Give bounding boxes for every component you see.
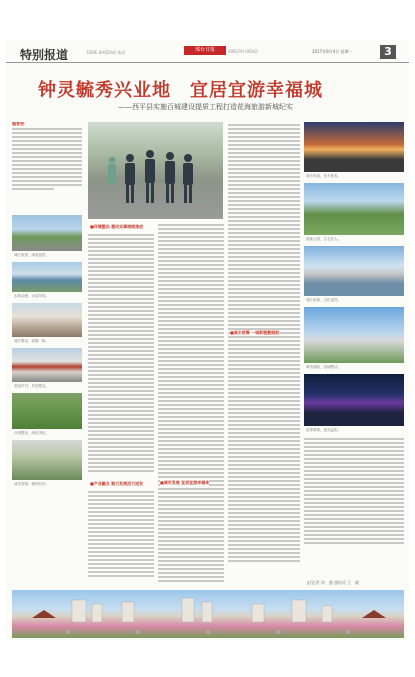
author-credit: 文/记者 刘 通 通讯员 王 毅: [306, 580, 360, 585]
people-figures-icon: [88, 122, 223, 219]
subhead: ■产业融合 聚力发展活力迸发: [90, 481, 144, 486]
section-subtitle: TEBIE BAODAO 新闻: [86, 50, 126, 55]
photo-houses: [12, 348, 82, 382]
masthead-logo: 邢台日报: [184, 46, 226, 55]
newspaper-page: [6, 40, 409, 640]
issue-date: 2017年9月4日 星期一: [312, 49, 353, 54]
photo-lawn: [12, 393, 82, 429]
photo-sunset-city: [304, 122, 404, 172]
editor-note-label: 编者按：: [12, 122, 28, 126]
photo-caption: 环境整治，绿化美化。: [14, 431, 49, 435]
photo-new-district: [304, 246, 404, 296]
photo-night-scene: [304, 374, 404, 426]
page-number: 3: [380, 45, 396, 59]
editor-note: [12, 122, 82, 222]
subhead: ■城乡统筹 一城新貌靓眼前: [230, 330, 280, 335]
photo-river: [12, 262, 82, 292]
subhead: ■环境整治 惠民实事接续推进: [90, 224, 144, 229]
photo-caption: 美丽乡村，民居整洁。: [14, 384, 49, 388]
lead-photo-officials: [88, 122, 223, 219]
photo-wetland: [304, 183, 404, 235]
photo-caption: 城市管理，精细有序。: [14, 482, 49, 486]
headline-title: 钟灵毓秀兴业地 宜居宜游幸福城: [38, 80, 323, 101]
photo-caption: 城市道路，宽阔整洁。: [306, 365, 341, 369]
photo-caption: 城市风貌，美不胜收。: [306, 174, 341, 178]
photo-street: [12, 215, 82, 251]
photo-city-road: [304, 307, 404, 363]
photo-caption: 城乡整治，面貌一新。: [14, 339, 49, 343]
subhead: ■城市发展 宜居宜游幸福来: [160, 480, 210, 485]
page-dot: [206, 630, 210, 634]
page-header: [6, 40, 409, 63]
page-dot: [276, 630, 280, 634]
photo-caption: 城区新貌，生机盎然。: [306, 298, 341, 302]
photo-caption: 湿地公园，生态宜人。: [306, 237, 341, 241]
page-dot: [66, 630, 70, 634]
photo-caption: 水系治理，水清岸绿。: [14, 294, 49, 298]
photo-caption: 城区街道，绿意盎然。: [14, 253, 49, 257]
headline-subtitle: ——西平县实施百城建设提质工程打造花海旅游新城纪实: [118, 103, 293, 111]
article-column: [88, 232, 154, 478]
section-title: 特别报道: [20, 48, 69, 62]
photo-park: [12, 440, 82, 480]
photo-village-gate: [12, 303, 82, 337]
article-column: [88, 489, 154, 589]
photo-caption: 夜景璀璨，流光溢彩。: [306, 428, 341, 432]
article-column: [158, 222, 224, 588]
page-dot: [136, 630, 140, 634]
masthead-subtitle: XINGTAI RIBAO: [228, 49, 258, 54]
article-column: [228, 122, 300, 588]
article-column: [304, 436, 404, 554]
page-dot: [346, 630, 350, 634]
